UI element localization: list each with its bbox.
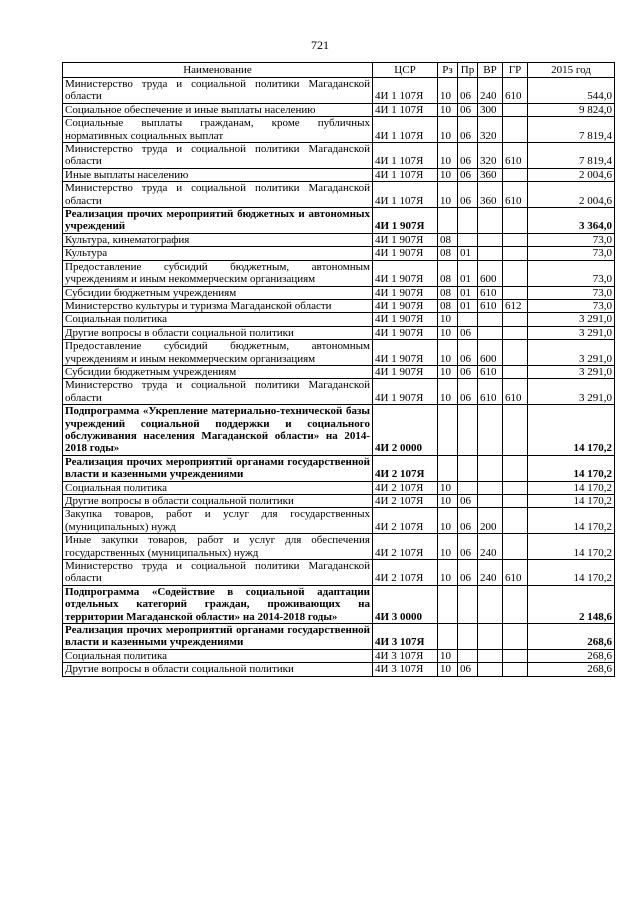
cell-rz: 08 xyxy=(438,233,458,246)
cell-rz: 10 xyxy=(438,78,458,104)
cell-pr: 06 xyxy=(458,117,478,143)
cell-gr xyxy=(503,117,528,143)
cell-rz: 10 xyxy=(438,182,458,208)
cell-name: Социальное обеспечение и иные выплаты населению xyxy=(63,103,373,116)
cell-amount: 3 364,0 xyxy=(528,208,615,234)
cell-rz: 10 xyxy=(438,340,458,366)
table-row xyxy=(63,117,615,143)
cell-csr: 4И 1 107Я xyxy=(373,143,438,169)
cell-amount: 14 170,2 xyxy=(528,495,615,508)
cell-name: Субсидии бюджетным учреждениям xyxy=(63,365,373,378)
cell-rz: 10 xyxy=(438,143,458,169)
cell-gr: 610 xyxy=(503,182,528,208)
cell-vr: 300 xyxy=(478,103,503,116)
cell-gr xyxy=(503,495,528,508)
cell-name: Реализация прочих мероприятий органами государственной власти и казенными учреждениями xyxy=(63,455,373,481)
cell-gr xyxy=(503,286,528,299)
cell-csr: 4И 2 107Я xyxy=(373,534,438,560)
cell-name: Реализация прочих мероприятий бюджетных и автономных учреждений xyxy=(63,208,373,234)
cell-vr xyxy=(478,233,503,246)
cell-rz: 10 xyxy=(438,103,458,116)
table-row xyxy=(63,103,615,116)
cell-name: Социальные выплаты гражданам, кроме публичных нормативных социальных выплат xyxy=(63,117,373,143)
cell-vr: 320 xyxy=(478,117,503,143)
page-number: 721 xyxy=(311,38,329,52)
cell-csr: 4И 2 107Я xyxy=(373,560,438,586)
cell-pr: 06 xyxy=(458,663,478,676)
cell-csr: 4И 1 107Я xyxy=(373,168,438,181)
table-row xyxy=(63,260,615,286)
cell-name: Министерство труда и социальной политики Магаданской области xyxy=(63,182,373,208)
header-amount: 2015 год xyxy=(528,63,615,78)
cell-amount: 14 170,2 xyxy=(528,481,615,494)
cell-gr xyxy=(503,481,528,494)
table-row xyxy=(63,405,615,456)
cell-rz: 10 xyxy=(438,649,458,662)
cell-amount: 14 170,2 xyxy=(528,455,615,481)
table-header-row xyxy=(63,63,615,78)
cell-name: Подпрограмма «Укрепление материально-технической базы учреждений социальной поддержки и социального обслуживания населения Магаданской области» на 2014-2018 годы» xyxy=(63,405,373,456)
cell-rz xyxy=(438,455,458,481)
cell-vr: 600 xyxy=(478,260,503,286)
cell-pr xyxy=(458,624,478,650)
cell-vr xyxy=(478,481,503,494)
cell-amount: 268,6 xyxy=(528,649,615,662)
table-row xyxy=(63,247,615,260)
cell-csr: 4И 1 907Я xyxy=(373,313,438,326)
cell-amount: 9 824,0 xyxy=(528,103,615,116)
cell-name: Иные закупки товаров, работ и услуг для обеспечения государственных (муниципальных) нужд xyxy=(63,534,373,560)
cell-rz: 10 xyxy=(438,168,458,181)
cell-gr xyxy=(503,508,528,534)
cell-amount: 7 819,4 xyxy=(528,143,615,169)
cell-pr: 06 xyxy=(458,182,478,208)
table-row xyxy=(63,379,615,405)
cell-pr xyxy=(458,649,478,662)
budget-table xyxy=(62,62,615,677)
cell-rz: 08 xyxy=(438,286,458,299)
table-body xyxy=(63,78,615,677)
cell-amount: 73,0 xyxy=(528,299,615,312)
cell-rz: 10 xyxy=(438,379,458,405)
cell-pr: 06 xyxy=(458,78,478,104)
table-row xyxy=(63,326,615,339)
cell-csr: 4И 2 107Я xyxy=(373,495,438,508)
cell-csr: 4И 2 107Я xyxy=(373,481,438,494)
cell-csr: 4И 1 107Я xyxy=(373,78,438,104)
cell-vr: 240 xyxy=(478,534,503,560)
cell-pr: 06 xyxy=(458,379,478,405)
table-row xyxy=(63,299,615,312)
cell-pr: 06 xyxy=(458,508,478,534)
cell-rz: 10 xyxy=(438,481,458,494)
cell-amount: 3 291,0 xyxy=(528,365,615,378)
cell-csr: 4И 1 907Я xyxy=(373,379,438,405)
cell-csr: 4И 2 107Я xyxy=(373,455,438,481)
cell-pr xyxy=(458,481,478,494)
cell-amount: 14 170,2 xyxy=(528,508,615,534)
cell-name: Предоставление субсидий бюджетным, автономным учреждениям и иным некоммерческим организациям xyxy=(63,260,373,286)
cell-vr: 360 xyxy=(478,182,503,208)
cell-gr: 610 xyxy=(503,143,528,169)
cell-amount: 73,0 xyxy=(528,286,615,299)
cell-csr: 4И 1 107Я xyxy=(373,103,438,116)
cell-gr xyxy=(503,168,528,181)
cell-csr: 4И 2 0000 xyxy=(373,405,438,456)
cell-rz: 10 xyxy=(438,365,458,378)
table-row xyxy=(63,508,615,534)
cell-gr xyxy=(503,260,528,286)
table-row xyxy=(63,78,615,104)
cell-name: Другие вопросы в области социальной политики xyxy=(63,495,373,508)
cell-name: Министерство труда и социальной политики Магаданской области xyxy=(63,78,373,104)
table-row xyxy=(63,365,615,378)
table-row xyxy=(63,208,615,234)
cell-vr xyxy=(478,405,503,456)
cell-rz: 10 xyxy=(438,326,458,339)
cell-vr xyxy=(478,624,503,650)
cell-gr xyxy=(503,624,528,650)
cell-name: Министерство труда и социальной политики Магаданской области xyxy=(63,379,373,405)
cell-rz: 10 xyxy=(438,534,458,560)
cell-rz: 08 xyxy=(438,260,458,286)
cell-name: Социальная политика xyxy=(63,313,373,326)
cell-pr: 06 xyxy=(458,495,478,508)
cell-rz: 10 xyxy=(438,560,458,586)
table-row xyxy=(63,481,615,494)
cell-vr xyxy=(478,585,503,623)
cell-gr: 610 xyxy=(503,560,528,586)
cell-name: Другие вопросы в области социальной политики xyxy=(63,663,373,676)
cell-gr xyxy=(503,313,528,326)
cell-pr xyxy=(458,233,478,246)
cell-csr: 4И 1 907Я xyxy=(373,365,438,378)
cell-csr: 4И 1 107Я xyxy=(373,117,438,143)
table-row xyxy=(63,663,615,676)
cell-pr: 01 xyxy=(458,260,478,286)
cell-amount: 544,0 xyxy=(528,78,615,104)
cell-amount: 3 291,0 xyxy=(528,379,615,405)
cell-gr xyxy=(503,208,528,234)
table-row xyxy=(63,286,615,299)
cell-rz xyxy=(438,405,458,456)
cell-gr: 610 xyxy=(503,78,528,104)
header-csr: ЦСР xyxy=(373,63,438,78)
cell-pr: 01 xyxy=(458,247,478,260)
cell-gr xyxy=(503,103,528,116)
cell-pr: 06 xyxy=(458,168,478,181)
cell-amount: 73,0 xyxy=(528,260,615,286)
cell-rz: 10 xyxy=(438,313,458,326)
cell-gr xyxy=(503,326,528,339)
cell-vr: 610 xyxy=(478,299,503,312)
table-row xyxy=(63,649,615,662)
cell-name: Другие вопросы в области социальной политики xyxy=(63,326,373,339)
cell-name: Министерство труда и социальной политики Магаданской области xyxy=(63,143,373,169)
cell-rz: 10 xyxy=(438,117,458,143)
cell-vr xyxy=(478,649,503,662)
cell-gr xyxy=(503,365,528,378)
cell-pr xyxy=(458,313,478,326)
cell-csr: 4И 3 107Я xyxy=(373,663,438,676)
cell-name: Предоставление субсидий бюджетным, автономным учреждениям и иным некоммерческим организациям xyxy=(63,340,373,366)
cell-amount: 2 148,6 xyxy=(528,585,615,623)
cell-pr: 06 xyxy=(458,340,478,366)
cell-name: Субсидии бюджетным учреждениям xyxy=(63,286,373,299)
header-name: Наименование xyxy=(63,63,373,78)
cell-vr xyxy=(478,663,503,676)
cell-name: Министерство культуры и туризма Магаданской области xyxy=(63,299,373,312)
cell-pr xyxy=(458,405,478,456)
table-row xyxy=(63,143,615,169)
header-rz: Рз xyxy=(438,63,458,78)
cell-pr: 01 xyxy=(458,299,478,312)
cell-gr: 610 xyxy=(503,379,528,405)
cell-name: Социальная политика xyxy=(63,481,373,494)
cell-name: Подпрограмма «Содействие в социальной адаптации отдельных категорий граждан, проживающих на территории Магаданской области» на 2014-2018 годы» xyxy=(63,585,373,623)
table-row xyxy=(63,560,615,586)
cell-amount: 7 819,4 xyxy=(528,117,615,143)
cell-pr: 06 xyxy=(458,534,478,560)
cell-pr: 06 xyxy=(458,326,478,339)
table-row xyxy=(63,168,615,181)
cell-amount: 3 291,0 xyxy=(528,340,615,366)
cell-gr xyxy=(503,455,528,481)
header-pr: Пр xyxy=(458,63,478,78)
cell-csr: 4И 3 107Я xyxy=(373,649,438,662)
cell-vr: 610 xyxy=(478,379,503,405)
cell-gr xyxy=(503,233,528,246)
cell-vr: 610 xyxy=(478,286,503,299)
cell-csr: 4И 1 907Я xyxy=(373,299,438,312)
table-row xyxy=(63,313,615,326)
cell-name: Культура xyxy=(63,247,373,260)
cell-vr xyxy=(478,495,503,508)
cell-vr: 240 xyxy=(478,560,503,586)
cell-vr xyxy=(478,313,503,326)
cell-amount: 14 170,2 xyxy=(528,405,615,456)
cell-csr: 4И 1 907Я xyxy=(373,286,438,299)
cell-amount: 3 291,0 xyxy=(528,313,615,326)
cell-gr xyxy=(503,405,528,456)
cell-name: Министерство труда и социальной политики Магаданской области xyxy=(63,560,373,586)
cell-name: Реализация прочих мероприятий органами государственной власти и казенными учреждениями xyxy=(63,624,373,650)
cell-name: Социальная политика xyxy=(63,649,373,662)
cell-pr: 06 xyxy=(458,143,478,169)
table-row xyxy=(63,455,615,481)
cell-rz: 10 xyxy=(438,508,458,534)
cell-rz: 08 xyxy=(438,299,458,312)
cell-csr: 4И 1 907Я xyxy=(373,326,438,339)
cell-vr xyxy=(478,247,503,260)
cell-gr xyxy=(503,663,528,676)
cell-gr xyxy=(503,534,528,560)
cell-pr: 06 xyxy=(458,103,478,116)
table-row xyxy=(63,233,615,246)
cell-vr: 240 xyxy=(478,78,503,104)
cell-vr xyxy=(478,326,503,339)
cell-vr: 360 xyxy=(478,168,503,181)
cell-amount: 268,6 xyxy=(528,624,615,650)
cell-pr: 06 xyxy=(458,365,478,378)
cell-vr: 610 xyxy=(478,365,503,378)
cell-amount: 73,0 xyxy=(528,247,615,260)
cell-amount: 3 291,0 xyxy=(528,326,615,339)
cell-vr xyxy=(478,208,503,234)
cell-csr: 4И 3 0000 xyxy=(373,585,438,623)
table-row xyxy=(63,495,615,508)
cell-amount: 268,6 xyxy=(528,663,615,676)
cell-amount: 73,0 xyxy=(528,233,615,246)
cell-gr xyxy=(503,649,528,662)
table-row xyxy=(63,182,615,208)
cell-name: Культура, кинематография xyxy=(63,233,373,246)
cell-csr: 4И 1 907Я xyxy=(373,340,438,366)
header-gr: ГР xyxy=(503,63,528,78)
cell-pr xyxy=(458,585,478,623)
cell-vr xyxy=(478,455,503,481)
cell-gr xyxy=(503,247,528,260)
cell-pr: 01 xyxy=(458,286,478,299)
table-row xyxy=(63,624,615,650)
cell-rz xyxy=(438,208,458,234)
cell-rz: 10 xyxy=(438,663,458,676)
cell-vr: 600 xyxy=(478,340,503,366)
cell-csr: 4И 1 907Я xyxy=(373,233,438,246)
cell-gr xyxy=(503,340,528,366)
cell-amount: 2 004,6 xyxy=(528,168,615,181)
table-row xyxy=(63,340,615,366)
cell-csr: 4И 1 907Я xyxy=(373,208,438,234)
cell-csr: 4И 1 107Я xyxy=(373,182,438,208)
cell-name: Закупка товаров, работ и услуг для государственных (муниципальных) нужд xyxy=(63,508,373,534)
cell-rz xyxy=(438,585,458,623)
cell-vr: 200 xyxy=(478,508,503,534)
cell-csr: 4И 3 107Я xyxy=(373,624,438,650)
cell-gr: 612 xyxy=(503,299,528,312)
cell-csr: 4И 1 907Я xyxy=(373,247,438,260)
cell-vr: 320 xyxy=(478,143,503,169)
cell-gr xyxy=(503,585,528,623)
cell-amount: 14 170,2 xyxy=(528,560,615,586)
cell-amount: 14 170,2 xyxy=(528,534,615,560)
cell-name: Иные выплаты населению xyxy=(63,168,373,181)
cell-pr xyxy=(458,455,478,481)
cell-pr: 06 xyxy=(458,560,478,586)
table-row xyxy=(63,585,615,623)
header-vr: ВР xyxy=(478,63,503,78)
cell-rz: 08 xyxy=(438,247,458,260)
cell-pr xyxy=(458,208,478,234)
cell-rz xyxy=(438,624,458,650)
cell-amount: 2 004,6 xyxy=(528,182,615,208)
cell-csr: 4И 2 107Я xyxy=(373,508,438,534)
table-row xyxy=(63,534,615,560)
cell-rz: 10 xyxy=(438,495,458,508)
cell-csr: 4И 1 907Я xyxy=(373,260,438,286)
